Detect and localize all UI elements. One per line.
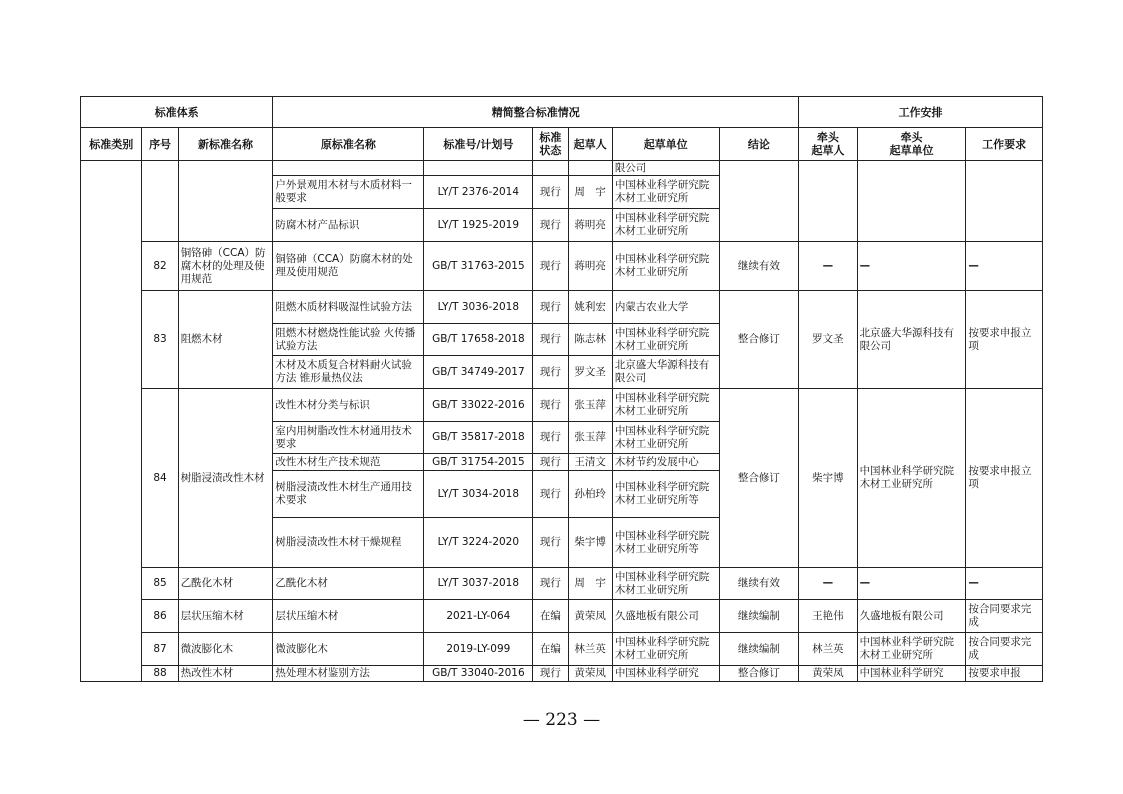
- drafter-cell: 孙柏玲: [568, 471, 612, 518]
- std-no-cell: LY/T 3036-2018: [424, 291, 533, 324]
- col-header: 序号: [142, 128, 178, 161]
- seq-cell: 86: [142, 600, 178, 633]
- unit-cell: 内蒙古农业大学: [612, 291, 719, 324]
- unit-cell: 中国林业科学研究院木材工业研究所: [612, 422, 719, 454]
- status-cell: 现行: [533, 356, 568, 389]
- requirement-cell: 按要求申报立项: [966, 291, 1043, 389]
- status-cell: 现行: [533, 291, 568, 324]
- std-no-cell: LY/T 3224-2020: [424, 518, 533, 568]
- conclusion-cell: 继续编制: [719, 633, 799, 666]
- new-name-cell: 热改性木材: [178, 666, 273, 682]
- lead-unit-cell: 中国林业科学研究: [857, 666, 966, 682]
- group-header-arrangement: 工作安排: [799, 97, 1043, 128]
- status-cell: 现行: [533, 471, 568, 518]
- drafter-cell: 蒋明亮: [568, 242, 612, 291]
- unit-cell: 中国林业科学研究: [612, 666, 719, 682]
- status-cell: 现行: [533, 324, 568, 356]
- std-no-cell: GB/T 33022-2016: [424, 389, 533, 422]
- drafter-cell: 王清文: [568, 454, 612, 471]
- drafter-cell: 周 宇: [568, 568, 612, 600]
- std-no-cell: GB/T 31754-2015: [424, 454, 533, 471]
- col-header: 工作要求: [966, 128, 1043, 161]
- unit-cell: 中国林业科学研究院木材工业研究所: [612, 242, 719, 291]
- conclusion-cell: 继续编制: [719, 600, 799, 633]
- new-name-cell: 乙酰化木材: [178, 568, 273, 600]
- orig-name-cell: 热处理木材鉴别方法: [273, 666, 424, 682]
- seq-cell: 88: [142, 666, 178, 682]
- status-cell: 现行: [533, 454, 568, 471]
- unit-cell: 中国林业科学研究院木材工业研究所等: [612, 518, 719, 568]
- col-header: 牵头 起草人: [799, 128, 857, 161]
- std-no-cell: GB/T 17658-2018: [424, 324, 533, 356]
- standards-table: [80, 96, 1043, 682]
- drafter-cell: 罗文圣: [568, 356, 612, 389]
- group-header-situation: 精简整合标准情况: [273, 97, 799, 128]
- std-no-cell: LY/T 3037-2018: [424, 568, 533, 600]
- col-header: 起草人: [568, 128, 612, 161]
- status-cell: 现行: [533, 518, 568, 568]
- orig-name-cell: 室内用树脂改性木材通用技术要求: [273, 422, 424, 454]
- drafter-cell: 黄荣凤: [568, 666, 612, 682]
- table-row: [81, 568, 1043, 600]
- col-header: 新标准名称: [178, 128, 273, 161]
- seq-cell: [142, 161, 178, 242]
- col-header: 标准号/计划号: [424, 128, 533, 161]
- std-no-cell: GB/T 35817-2018: [424, 422, 533, 454]
- lead-cell: 柴宇博: [799, 389, 857, 568]
- unit-cell: 中国林业科学研究院木材工业研究所: [612, 324, 719, 356]
- orig-name-cell: 木材及木质复合材料耐火试验方法 锥形量热仪法: [273, 356, 424, 389]
- orig-name-cell: 防腐木材产品标识: [273, 209, 424, 242]
- seq-cell: 85: [142, 568, 178, 600]
- table-row: [81, 666, 1043, 682]
- requirement-cell: 按合同要求完成: [966, 633, 1043, 666]
- unit-cell: 木材节约发展中心: [612, 454, 719, 471]
- drafter-cell: 张玉萍: [568, 422, 612, 454]
- lead-cell: [799, 161, 857, 242]
- orig-name-cell: 户外景观用木材与木质材料一般要求: [273, 176, 424, 209]
- unit-cell: 北京盛大华源科技有限公司: [612, 356, 719, 389]
- lead-unit-cell: —: [857, 242, 966, 291]
- new-name-cell: 微波膨化木: [178, 633, 273, 666]
- status-cell: 现行: [533, 666, 568, 682]
- status-cell: 在编: [533, 600, 568, 633]
- new-name-cell: 树脂浸渍改性木材: [178, 389, 273, 568]
- col-header: 原标准名称: [273, 128, 424, 161]
- new-name-cell: 阻燃木材: [178, 291, 273, 389]
- requirement-cell: 按要求申报立项: [966, 389, 1043, 568]
- table-row: [81, 161, 1043, 176]
- requirement-cell: 按要求申报: [966, 666, 1043, 682]
- category-cell: [81, 161, 142, 682]
- drafter-cell: 周 宇: [568, 176, 612, 209]
- table-row: [81, 389, 1043, 422]
- status-cell: 现行: [533, 209, 568, 242]
- std-no-cell: GB/T 33040-2016: [424, 666, 533, 682]
- col-header: 起草单位: [612, 128, 719, 161]
- lead-unit-cell: 中国林业科学研究院木材工业研究所: [857, 389, 966, 568]
- drafter-cell: 黄荣凤: [568, 600, 612, 633]
- conclusion-cell: 整合修订: [719, 291, 799, 389]
- status-cell: 现行: [533, 422, 568, 454]
- col-header: 标准 状态: [533, 128, 568, 161]
- orig-name-cell: 铜铬砷（CCA）防腐木材的处理及使用规范: [273, 242, 424, 291]
- table-row: [81, 242, 1043, 291]
- col-header: 结论: [719, 128, 799, 161]
- std-no-cell: LY/T 3034-2018: [424, 471, 533, 518]
- std-no-cell: GB/T 31763-2015: [424, 242, 533, 291]
- std-no-cell: 2019-LY-099: [424, 633, 533, 666]
- conclusion-cell: 整合修订: [719, 389, 799, 568]
- lead-cell: 林兰英: [799, 633, 857, 666]
- seq-cell: 83: [142, 291, 178, 389]
- col-header: 牵头 起草单位: [857, 128, 966, 161]
- status-cell: 现行: [533, 389, 568, 422]
- std-no-cell: LY/T 2376-2014: [424, 176, 533, 209]
- status-cell: 现行: [533, 568, 568, 600]
- lead-unit-cell: 久盛地板有限公司: [857, 600, 966, 633]
- seq-cell: 84: [142, 389, 178, 568]
- table-row: [81, 291, 1043, 324]
- conclusion-cell: 继续有效: [719, 568, 799, 600]
- unit-cell: 中国林业科学研究院木材工业研究所: [612, 568, 719, 600]
- status-cell: 现行: [533, 242, 568, 291]
- drafter-cell: 柴宇博: [568, 518, 612, 568]
- unit-cell: 中国林业科学研究院木材工业研究所: [612, 176, 719, 209]
- status-cell: [533, 161, 568, 176]
- new-name-cell: 铜铬砷（CCA）防腐木材的处理及使用规范: [178, 242, 273, 291]
- seq-cell: 87: [142, 633, 178, 666]
- drafter-cell: 姚利宏: [568, 291, 612, 324]
- lead-cell: 黄荣凤: [799, 666, 857, 682]
- group-header-system: 标准体系: [81, 97, 273, 128]
- lead-unit-cell: 北京盛大华源科技有限公司: [857, 291, 966, 389]
- conclusion-cell: [719, 161, 799, 242]
- drafter-cell: 蒋明亮: [568, 209, 612, 242]
- new-name-cell: 层状压缩木材: [178, 600, 273, 633]
- table-row: [81, 600, 1043, 633]
- status-cell: 现行: [533, 176, 568, 209]
- page-number: — 223 —: [522, 710, 601, 730]
- orig-name-cell: 阻燃木质材料吸湿性试验方法: [273, 291, 424, 324]
- orig-name-cell: 层状压缩木材: [273, 600, 424, 633]
- requirement-cell: —: [966, 242, 1043, 291]
- unit-cell: 中国林业科学研究院木材工业研究所等: [612, 471, 719, 518]
- requirement-cell: —: [966, 568, 1043, 600]
- orig-name-cell: 改性木材生产技术规范: [273, 454, 424, 471]
- std-no-cell: [424, 161, 533, 176]
- requirement-cell: 按合同要求完成: [966, 600, 1043, 633]
- unit-cell: 中国林业科学研究院木材工业研究所: [612, 389, 719, 422]
- new-name-cell: [178, 161, 273, 242]
- orig-name-cell: 树脂浸渍改性木材生产通用技术要求: [273, 471, 424, 518]
- lead-unit-cell: 中国林业科学研究院木材工业研究所: [857, 633, 966, 666]
- drafter-cell: 张玉萍: [568, 389, 612, 422]
- lead-cell: 王艳伟: [799, 600, 857, 633]
- col-header: 标准类别: [81, 128, 142, 161]
- unit-cell: 中国林业科学研究院木材工业研究所: [612, 633, 719, 666]
- drafter-cell: 陈志林: [568, 324, 612, 356]
- lead-unit-cell: —: [857, 568, 966, 600]
- orig-name-cell: [273, 161, 424, 176]
- orig-name-cell: 乙酰化木材: [273, 568, 424, 600]
- seq-cell: 82: [142, 242, 178, 291]
- drafter-cell: 林兰英: [568, 633, 612, 666]
- orig-name-cell: 阻燃木材燃烧性能试验 火传播试验方法: [273, 324, 424, 356]
- drafter-cell: [568, 161, 612, 176]
- orig-name-cell: 树脂浸渍改性木材干燥规程: [273, 518, 424, 568]
- status-cell: 在编: [533, 633, 568, 666]
- requirement-cell: [966, 161, 1043, 242]
- std-no-cell: 2021-LY-064: [424, 600, 533, 633]
- orig-name-cell: 改性木材分类与标识: [273, 389, 424, 422]
- conclusion-cell: 整合修订: [719, 666, 799, 682]
- unit-cell: 限公司: [612, 161, 719, 176]
- conclusion-cell: 继续有效: [719, 242, 799, 291]
- orig-name-cell: 微波膨化木: [273, 633, 424, 666]
- lead-cell: —: [799, 568, 857, 600]
- std-no-cell: LY/T 1925-2019: [424, 209, 533, 242]
- lead-unit-cell: [857, 161, 966, 242]
- lead-cell: —: [799, 242, 857, 291]
- table-row: [81, 633, 1043, 666]
- unit-cell: 久盛地板有限公司: [612, 600, 719, 633]
- std-no-cell: GB/T 34749-2017: [424, 356, 533, 389]
- unit-cell: 中国林业科学研究院木材工业研究所: [612, 209, 719, 242]
- lead-cell: 罗文圣: [799, 291, 857, 389]
